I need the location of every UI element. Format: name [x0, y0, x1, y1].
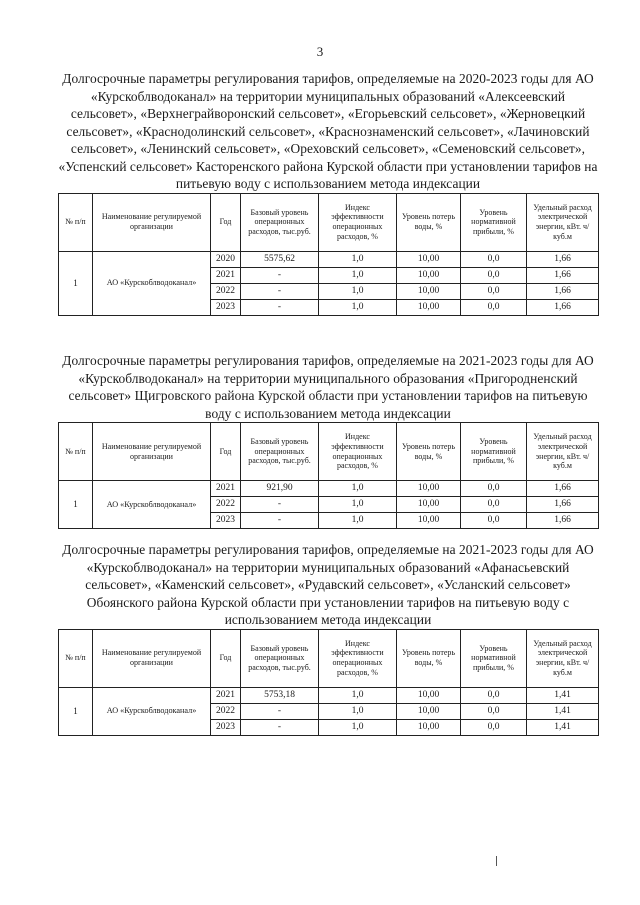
cell-water-losses: 10,00	[397, 687, 461, 703]
header-energy-consumption: Удельный расход электрической энергии, кВт. ч/куб.м	[527, 423, 599, 481]
cell-base-expenses: -	[241, 283, 319, 299]
header-number: № п/п	[59, 423, 93, 481]
cell-water-losses: 10,00	[397, 481, 461, 497]
header-base-expenses: Базовый уровень операционных расходов, тыс.руб.	[241, 423, 319, 481]
cell-energy-consumption: 1,66	[527, 497, 599, 513]
cell-base-expenses: -	[241, 299, 319, 315]
cell-energy-consumption: 1,66	[527, 251, 599, 267]
parameters-table	[58, 422, 599, 529]
header-base-expenses: Базовый уровень операционных расходов, тыс.руб.	[241, 193, 319, 251]
cell-normative-profit: 0,0	[461, 497, 527, 513]
header-efficiency-index: Индекс эффективности операционных расходов, %	[319, 629, 397, 687]
cell-year: 2022	[211, 703, 241, 719]
row-number: 1	[59, 251, 93, 315]
cell-base-expenses: -	[241, 497, 319, 513]
header-year: Год	[211, 193, 241, 251]
cell-efficiency-index: 1,0	[319, 687, 397, 703]
parameters-table	[58, 629, 599, 736]
tariff-section-kastorensky	[58, 70, 598, 316]
cell-water-losses: 10,00	[397, 251, 461, 267]
cell-water-losses: 10,00	[397, 513, 461, 529]
header-year: Год	[211, 629, 241, 687]
cell-normative-profit: 0,0	[461, 481, 527, 497]
cell-base-expenses: 5753,18	[241, 687, 319, 703]
cell-water-losses: 10,00	[397, 299, 461, 315]
cell-year: 2021	[211, 687, 241, 703]
cell-water-losses: 10,00	[397, 703, 461, 719]
cell-base-expenses: 921,90	[241, 481, 319, 497]
cell-normative-profit: 0,0	[461, 513, 527, 529]
cell-normative-profit: 0,0	[461, 703, 527, 719]
section-heading: Долгосрочные параметры регулирования тарифов, определяемые на 2021-2023 годы для АО «Курскоблводоканал» на территории муниципального образования «Пригородненский сельсовет» Щигровского района Курской области при установлении тарифов на питьевую воду с использованием метода индексации	[62, 353, 594, 421]
header-organization: Наименование регулируемой организации	[93, 193, 211, 251]
cell-efficiency-index: 1,0	[319, 283, 397, 299]
cell-water-losses: 10,00	[397, 497, 461, 513]
organization-name: АО «Курскоблводоканал»	[93, 481, 211, 529]
header-organization: Наименование регулируемой организации	[93, 423, 211, 481]
cell-efficiency-index: 1,0	[319, 719, 397, 735]
table-header-row	[59, 193, 599, 251]
header-normative-profit: Уровень нормативной прибыли, %	[461, 629, 527, 687]
cell-efficiency-index: 1,0	[319, 497, 397, 513]
cell-year: 2022	[211, 283, 241, 299]
cell-water-losses: 10,00	[397, 719, 461, 735]
cell-year: 2023	[211, 719, 241, 735]
header-organization: Наименование регулируемой организации	[93, 629, 211, 687]
cell-efficiency-index: 1,0	[319, 703, 397, 719]
section-heading: Долгосрочные параметры регулирования тарифов, определяемые на 2020-2023 годы для АО «Курскоблводоканал» на территории муниципальных образований «Алексеевский сельсовет», «Верхнеграйворонский сельсовет», «Егорьевский сельсовет», «Жерновецкий сельсовет», «Краснодолинский сельсовет», «Краснознаменский сельсовет», «Лачиновский сельсовет», «Ленинский сельсовет», «Ореховский сельсовет», «Семеновский сельсовет», «Успенский сельсовет» Касторенского района Курской области при установлении тарифов на питьевую воду с использованием метода индексации	[58, 71, 598, 191]
cell-base-expenses: -	[241, 703, 319, 719]
table-row	[59, 687, 599, 703]
page-number: 3	[316, 44, 324, 59]
header-base-expenses: Базовый уровень операционных расходов, тыс.руб.	[241, 629, 319, 687]
cell-energy-consumption: 1,41	[527, 703, 599, 719]
tariff-section-oboyansky	[58, 541, 598, 736]
header-year: Год	[211, 423, 241, 481]
cell-normative-profit: 0,0	[461, 299, 527, 315]
cell-energy-consumption: 1,41	[527, 719, 599, 735]
cell-efficiency-index: 1,0	[319, 267, 397, 283]
header-efficiency-index: Индекс эффективности операционных расходов, %	[319, 193, 397, 251]
cell-normative-profit: 0,0	[461, 251, 527, 267]
cell-base-expenses: -	[241, 513, 319, 529]
table-header-row	[59, 629, 599, 687]
cell-normative-profit: 0,0	[461, 719, 527, 735]
cell-energy-consumption: 1,66	[527, 513, 599, 529]
cell-year: 2023	[211, 513, 241, 529]
organization-name: АО «Курскоблводоканал»	[93, 687, 211, 735]
cell-base-expenses: -	[241, 267, 319, 283]
cell-energy-consumption: 1,66	[527, 481, 599, 497]
header-normative-profit: Уровень нормативной прибыли, %	[461, 423, 527, 481]
cell-efficiency-index: 1,0	[319, 299, 397, 315]
header-water-losses: Уровень потерь воды, %	[397, 193, 461, 251]
cell-water-losses: 10,00	[397, 267, 461, 283]
row-number: 1	[59, 687, 93, 735]
cell-normative-profit: 0,0	[461, 283, 527, 299]
cell-normative-profit: 0,0	[461, 687, 527, 703]
header-water-losses: Уровень потерь воды, %	[397, 423, 461, 481]
tariff-section-shchigrovsky	[58, 352, 598, 529]
organization-name: АО «Курскоблводоканал»	[93, 251, 211, 315]
cell-efficiency-index: 1,0	[319, 481, 397, 497]
header-water-losses: Уровень потерь воды, %	[397, 629, 461, 687]
section-heading: Долгосрочные параметры регулирования тарифов, определяемые на 2021-2023 годы для АО «Курскоблводоканал» на территории муниципальных образований «Афанасьевский сельсовет», «Каменский сельсовет», «Рудавский сельсовет», «Усланский сельсовет» Обоянского района Курской области при установлении тарифов на питьевую воду с использованием метода индексации	[62, 542, 594, 627]
margin-mark	[496, 856, 503, 866]
cell-energy-consumption: 1,66	[527, 299, 599, 315]
parameters-table	[58, 193, 599, 316]
cell-year: 2020	[211, 251, 241, 267]
cell-year: 2021	[211, 481, 241, 497]
cell-efficiency-index: 1,0	[319, 513, 397, 529]
table-row	[59, 481, 599, 497]
cell-year: 2023	[211, 299, 241, 315]
cell-year: 2021	[211, 267, 241, 283]
cell-base-expenses: -	[241, 719, 319, 735]
header-number: № п/п	[59, 629, 93, 687]
cell-energy-consumption: 1,66	[527, 283, 599, 299]
cell-water-losses: 10,00	[397, 283, 461, 299]
header-efficiency-index: Индекс эффективности операционных расходов, %	[319, 423, 397, 481]
header-energy-consumption: Удельный расход электрической энергии, кВт. ч/куб.м	[527, 629, 599, 687]
table-header-row	[59, 423, 599, 481]
cell-energy-consumption: 1,66	[527, 267, 599, 283]
row-number: 1	[59, 481, 93, 529]
header-energy-consumption: Удельный расход электрической энергии, кВт. ч/куб.м	[527, 193, 599, 251]
header-normative-profit: Уровень нормативной прибыли, %	[461, 193, 527, 251]
cell-base-expenses: 5575,62	[241, 251, 319, 267]
cell-energy-consumption: 1,41	[527, 687, 599, 703]
header-number: № п/п	[59, 193, 93, 251]
table-row	[59, 251, 599, 267]
cell-efficiency-index: 1,0	[319, 251, 397, 267]
cell-normative-profit: 0,0	[461, 267, 527, 283]
cell-year: 2022	[211, 497, 241, 513]
